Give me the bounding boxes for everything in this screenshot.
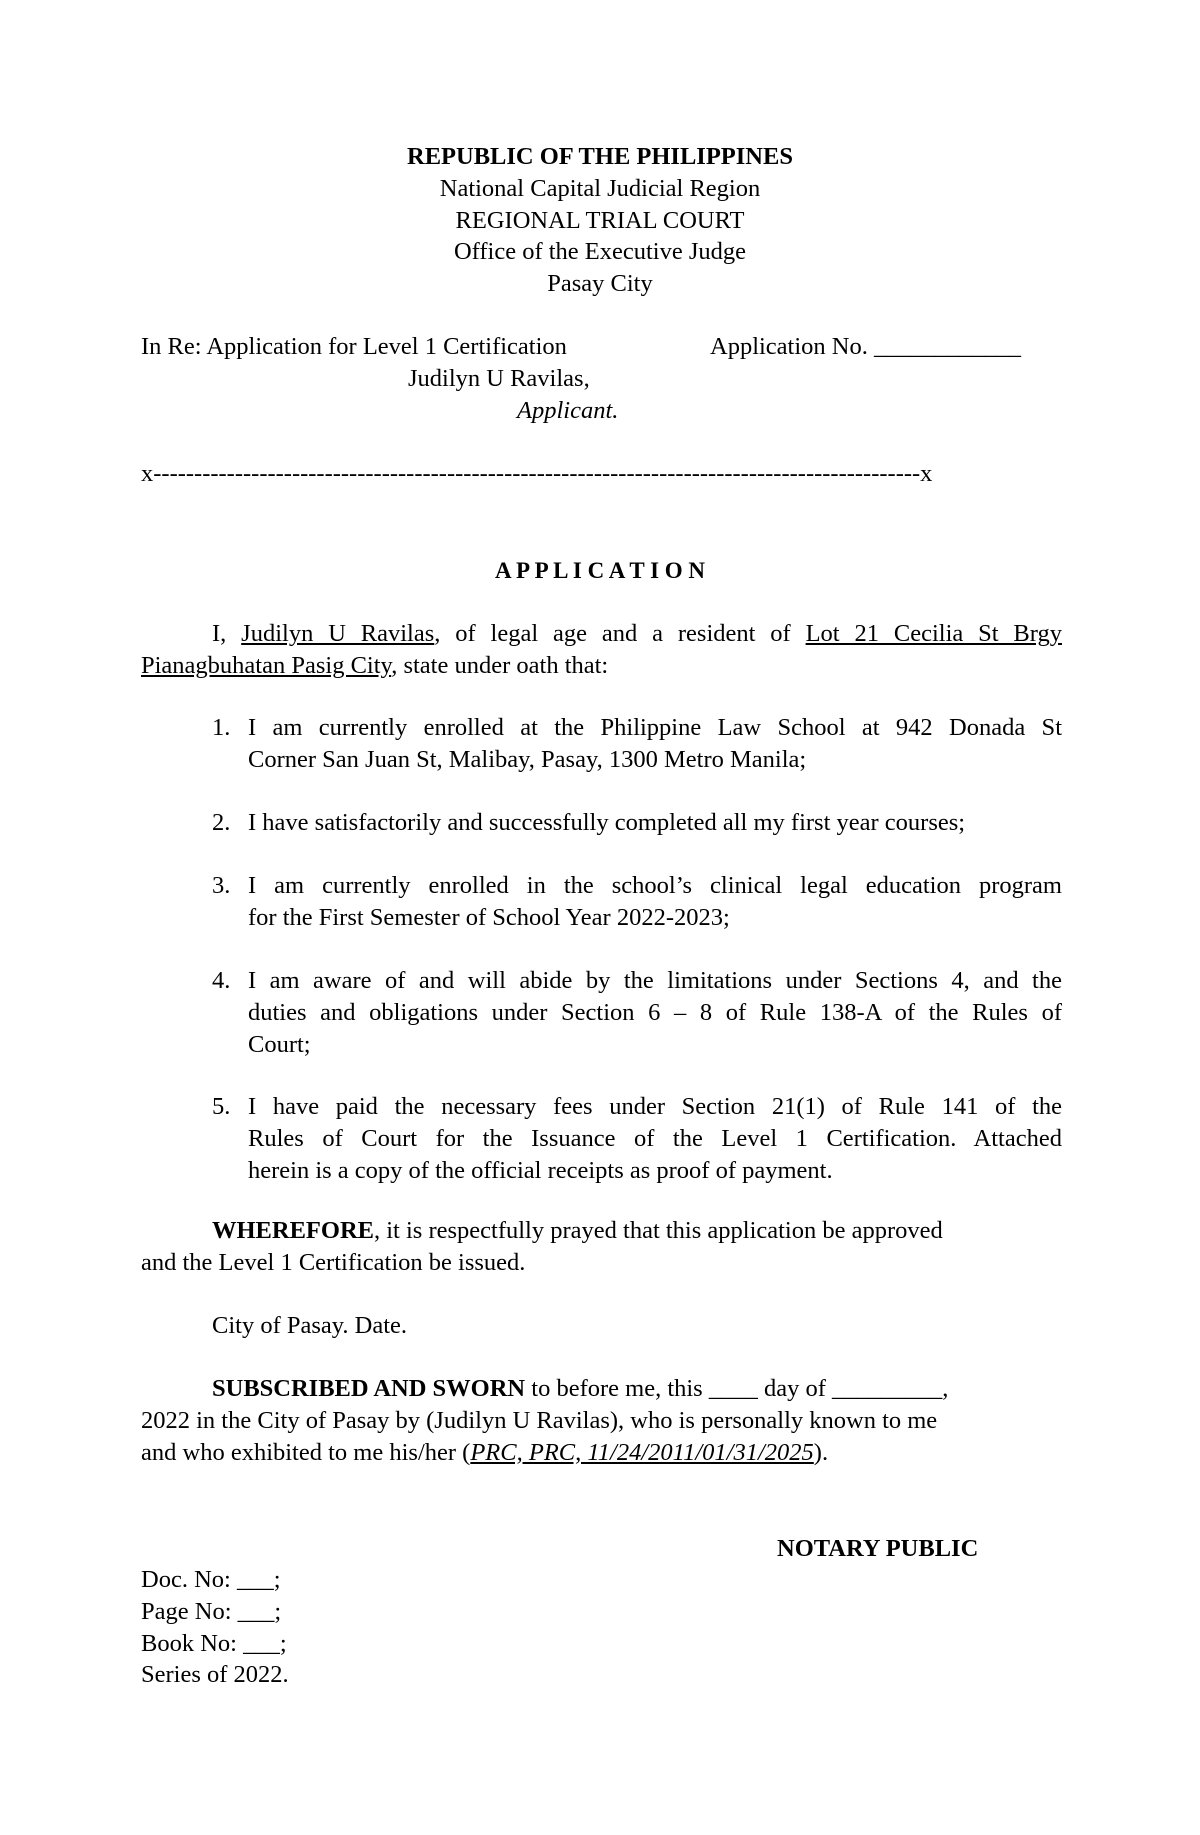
item-number: 4. [212, 967, 231, 994]
item-line: for the First Semester of School Year 2022-2023; [248, 904, 730, 931]
header-republic: REPUBLIC OF THE PHILIPPINES [407, 143, 793, 170]
item-line: I am currently enrolled in the school’s clinical legal education program [248, 872, 1062, 899]
item-line: I have paid the necessary fees under Section 21(1) of Rule 141 of the [248, 1093, 1062, 1120]
doc-no: Doc. No: ___; [141, 1566, 281, 1593]
item-line: Court; [248, 1031, 311, 1058]
sworn-line-2: 2022 in the City of Pasay by (Judilyn U Ravilas), who is personally known to me [141, 1407, 938, 1434]
caption-applicant-label: Applicant. [517, 397, 619, 424]
id-details: PRC, PRC, 11/24/2011/01/31/2025 [470, 1439, 814, 1466]
item-line: I am aware of and will abide by the limitations under Sections 4, and the [248, 967, 1062, 994]
item-line: duties and obligations under Section 6 – 8 of Rule 138-A of the Rules of [248, 999, 1062, 1026]
item-number: 1. [212, 714, 231, 741]
header-judicial-region: National Capital Judicial Region [439, 175, 761, 202]
sworn-line-3 [141, 1441, 828, 1466]
page-no: Page No: ___; [141, 1598, 282, 1625]
series: Series of 2022. [141, 1661, 289, 1688]
intro-line-2 [141, 654, 608, 679]
wherefore-line-1 [212, 1219, 943, 1244]
item-number: 3. [212, 872, 231, 899]
caption-applicant-name: Judilyn U Ravilas, [408, 365, 590, 392]
notary-public-label: NOTARY PUBLIC [777, 1535, 979, 1562]
applicant-name: Judilyn U Ravilas [241, 620, 435, 647]
intro-mid: , of legal age and a resident of [434, 620, 806, 647]
sworn-bold: SUBSCRIBED AND SWORN [212, 1375, 526, 1402]
wherefore-rest: , it is respectfully prayed that this application be approved [374, 1217, 943, 1244]
intro-prefix: I, [212, 620, 242, 647]
address-part2: Pianagbuhatan Pasig City [141, 652, 392, 679]
item-line: Rules of Court for the Issuance of the Level 1 Certification. Attached [248, 1125, 1062, 1152]
book-no: Book No: ___; [141, 1630, 287, 1657]
header-court: REGIONAL TRIAL COURT [455, 207, 745, 234]
caption-application-no: Application No. ____________ [710, 333, 1021, 360]
item-line: I have satisfactorily and successfully completed all my first year courses; [248, 809, 966, 836]
item-line: Corner San Juan St, Malibay, Pasay, 1300 Metro Manila; [248, 746, 807, 773]
item-number: 2. [212, 809, 231, 836]
header-office: Office of the Executive Judge [453, 238, 747, 265]
document-title: A P P L I C A T I O N [494, 558, 706, 583]
sworn-rest: to before me, this ____ day of _________, [525, 1375, 949, 1402]
address-part1: Lot 21 Cecilia St Brgy [805, 620, 1062, 647]
item-line: I am currently enrolled at the Philippine Law School at 942 Donada St [248, 714, 1062, 741]
city-date: City of Pasay. Date. [212, 1312, 408, 1339]
intro-suffix: , state under oath that: [391, 652, 609, 679]
sworn-line3-post: ). [813, 1439, 829, 1466]
item-number: 5. [212, 1093, 231, 1120]
sworn-line-1 [212, 1377, 948, 1402]
item-line: herein is a copy of the official receipts as proof of payment. [248, 1157, 833, 1184]
sworn-line3-pre: and who exhibited to me his/her ( [141, 1439, 471, 1466]
separator-line: x----------------------------------------------------------------------------------------------x [141, 462, 933, 487]
caption-in-re: In Re: Application for Level 1 Certification [141, 333, 567, 360]
header-city: Pasay City [547, 270, 653, 297]
wherefore-line-2: and the Level 1 Certification be issued. [141, 1249, 526, 1276]
intro-line-1 [212, 622, 1062, 647]
wherefore-bold: WHEREFORE [212, 1217, 374, 1244]
